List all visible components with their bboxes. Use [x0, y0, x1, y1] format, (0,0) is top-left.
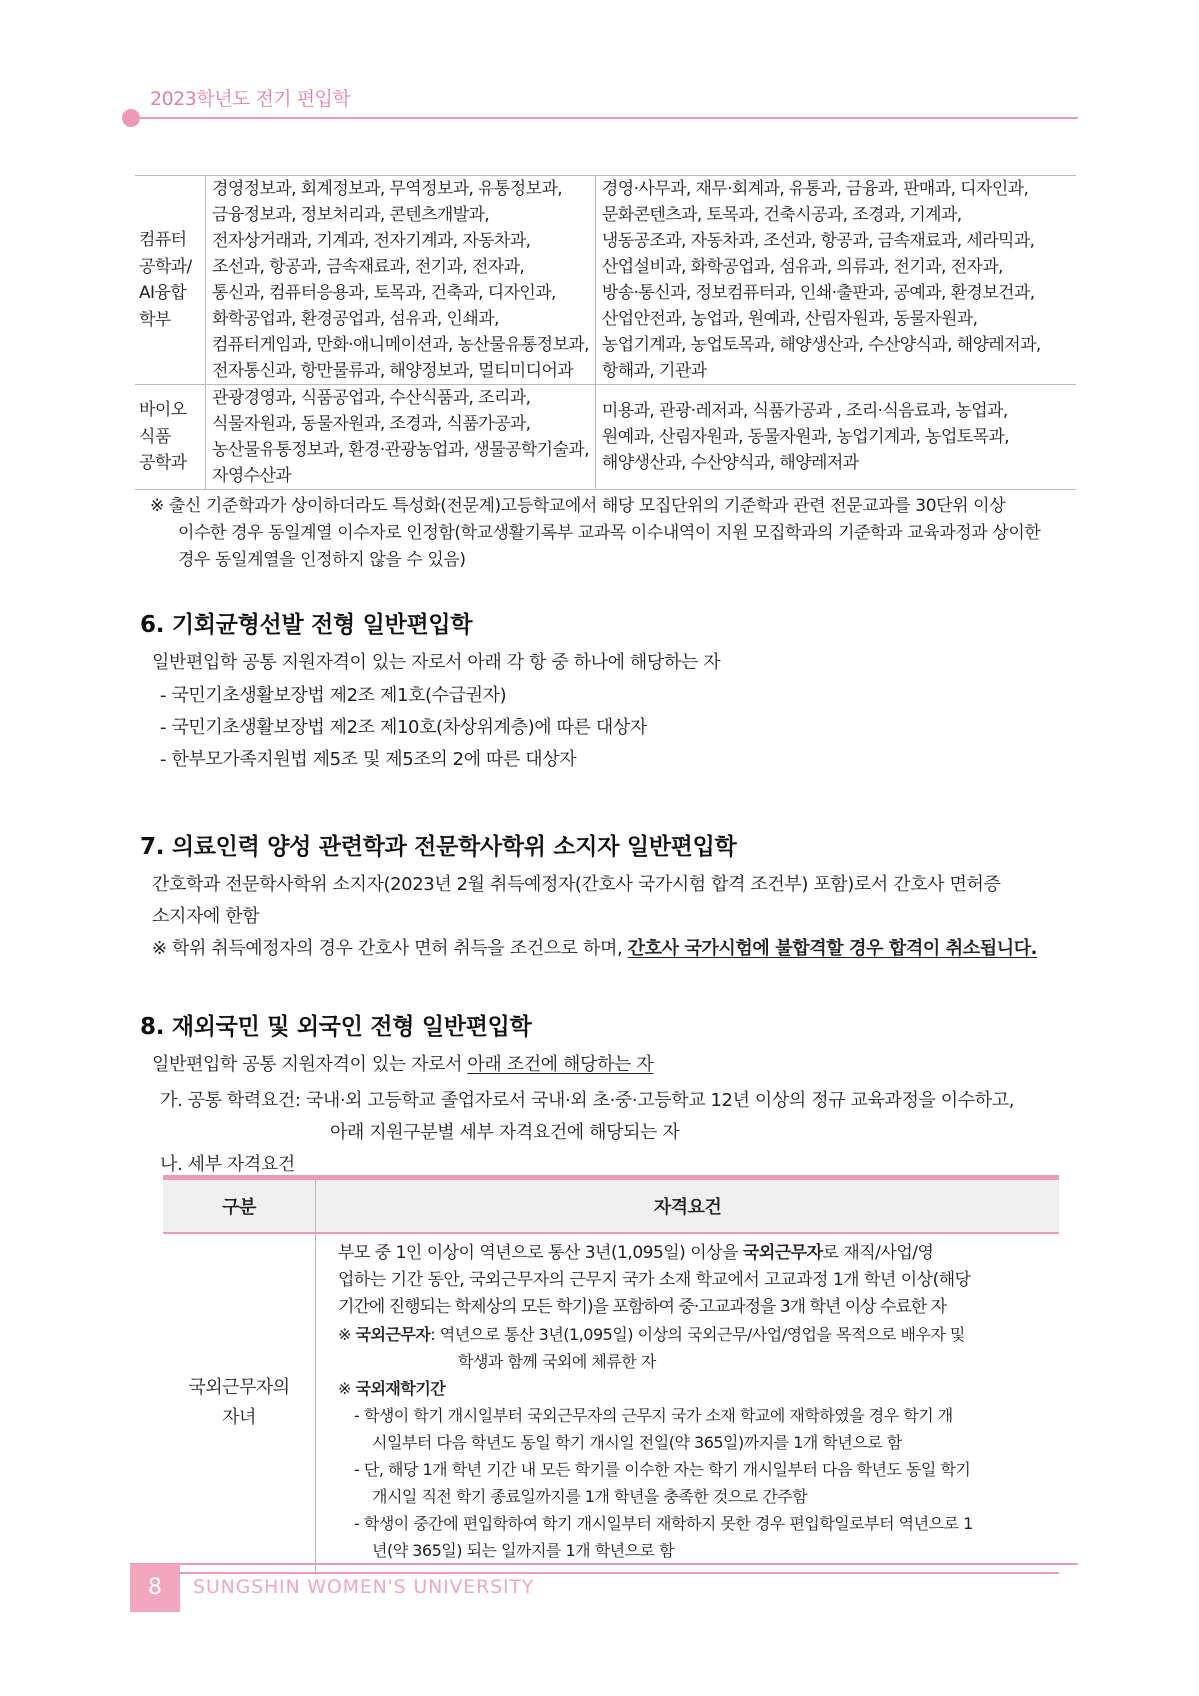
detail-requirement-label: 나. 세부 자격요건 [160, 1154, 295, 1175]
common-requirement: 가. 공통 학력요건: 국내·외 고등학교 졸업자로서 국내·외 초·중·고등학교 12년 이상의 정규 교육과정을 이수하고, [160, 1090, 1015, 1111]
requirement-cell: 부모 중 1인 이상이 역년으로 통산 3년(1,095일) 이상을 국외근무자로 재직/사업/영 업하는 기간 동안, 국외근무자의 근무지 국가 소재 학교에서 고교과정 1개 학년 이상(해당 기간에 진행되는 학제상의 모든 학기)을 포함하여 중·고교과정을 3개 학년 이상 수료한 자 ※ 국외근무자: 역년으로 통산 3년(1,095일) 이상의 국외근무/사업/영업을 목적으로 배우자 및 학생과 함께 국외에 체류한 자 ※ 국외재학기간 - 학생이 학기 개시일부터 국외근무자의 근무지 국가 소재 학교에 재학하였을 경우 학기 개 시일부터 다음 학년도 동일 학기 개시일 전일(약 365일)까지를 1개 학년으로 함 - 단, 해당 1개 학년 기간 내 모든 학기를 이수한 자는 학기 개시일부터 다음 학년도 동일 학기 개시일 직전 학기 종료일까지를 1개 학년을 충족한 것으로 간주함 - 학생이 중간에 편입학하여 학기 개시일부터 재학하지 못한 경우 편입학일로부터 역년으로 1 년(약 365일) 되는 일까지를 1개 학년으로 함 [338, 1243, 973, 1560]
page-number: 8 [130, 1564, 180, 1612]
header-dot-decoration [122, 109, 140, 127]
section-8-intro: 일반편입학 공통 지원자격이 있는 자로서 아래 조건에 해당하는 자 [152, 1054, 654, 1075]
section-7-text: 간호학과 전문학사학위 소지자(2023년 2월 취득예정자(간호사 국가시험 합격 조건부) 포함)로서 간호사 면허증 [152, 874, 1001, 895]
table-header-row [163, 1178, 1059, 1234]
column-header: 자격요건 [316, 1178, 1060, 1234]
section-6-item: - 국민기초생활보장법 제2조 제10호(차상위계층)에 따른 대상자 [160, 717, 647, 738]
footer-university-name: SUNGSHIN WOMEN'S UNIVERSITY [193, 1576, 535, 1598]
section-7-note: ※ 학위 취득예정자의 경우 간호사 면허 취득을 조건으로 하며, 간호사 국가시험에 불합격할 경우 합격이 취소됩니다. [152, 938, 1038, 959]
requirement-table [163, 1175, 1059, 1574]
section-6-item: - 국민기초생활보장법 제2조 제1호(수급권자) [160, 685, 507, 706]
table-row [135, 176, 1076, 385]
department-note: ※ 출신 기준학과가 상이하더라도 특성화(전문계)고등학교에서 해당 모집단위의 기준학과 관련 전문교과를 30단위 이상 이수한 경우 동일계열 이수자로 인정함(학교생활기록부 교과목 이수내역이 지원 모집학과의 기준학과 교육과정과 상이한 경우 동일계열을 인정하지 않을 수 있음) [150, 496, 1041, 570]
common-requirement-cont: 아래 지원구분별 세부 자격요건에 해당되는 자 [330, 1122, 680, 1143]
standard-dept-cell: 관광경영과, 식품공업과, 수산식품과, 조리과, 식물자원과, 동물자원과, 조경과, 식품가공과, 농산물유통정보과, 환경·관광농업과, 생물공학기술과, 자영수산과 [206, 385, 596, 490]
header-rule [140, 117, 1078, 119]
department-table [135, 175, 1076, 490]
section-7-title: 7. 의료인력 양성 관련학과 전문학사학위 소지자 일반편입학 [140, 834, 737, 860]
section-6-intro: 일반편입학 공통 지원자격이 있는 자로서 아래 각 항 중 하나에 해당하는 자 [152, 652, 721, 673]
table-row [163, 1233, 1059, 1573]
cancellation-warning: 간호사 국가시험에 불합격할 경우 합격이 취소됩니다. [627, 938, 1038, 959]
column-header: 구분 [163, 1178, 316, 1234]
related-dept-cell: 미용과, 관광·레저과, 식품가공과 , 조리·식음료과, 농업과, 원예과, 산림자원과, 동물자원과, 농업기계과, 농업토목과, 해양생산과, 수산양식과, 해양레저과 [601, 401, 1010, 473]
document-header-title: 2023학년도 전기 편입학 [150, 88, 351, 110]
unit-cell: 바이오 식품 공학과 [139, 400, 187, 474]
standard-dept-cell: 경영정보과, 회계정보과, 무역정보과, 유통정보과, 금융정보과, 정보처리과, 콘텐츠개발과, 전자상거래과, 기계과, 전자기계과, 자동차과, 조선과, 항공과, 금속재료과, 전기과, 전자과, 통신과, 컴퓨터응용과, 토목과, 건축과, 디자인과, 화학공업과, 환경공업과, 섬유과, 인쇄과, 컴퓨터게임과, 만화·애니메이션과, 농산물유통정보과, 전자통신과, 항만물류과, 해양정보과, 멀티미디어과 [206, 176, 596, 385]
section-6-item: - 한부모가족지원법 제5조 및 제5조의 2에 따른 대상자 [160, 749, 577, 770]
unit-cell: 컴퓨터 공학과/ AI융합 학부 [139, 230, 192, 330]
table-row [135, 385, 1076, 490]
section-6-title: 6. 기회균형선발 전형 일반편입학 [140, 612, 473, 638]
section-7-text: 소지자에 한함 [152, 906, 260, 927]
category-cell: 국외근무자의 자녀 [163, 1233, 316, 1573]
footer-rule [130, 1563, 1078, 1565]
related-dept-cell: 경영·사무과, 재무·회계과, 유통과, 금융과, 판매과, 디자인과, 문화콘텐츠과, 토목과, 건축시공과, 조경과, 기계과, 냉동공조과, 자동차과, 조선과, 항공과, 금속재료과, 세라믹과, 산업설비과, 화학공업과, 섬유과, 의류과, 전기과, 전자과, 방송·통신과, 정보컴퓨터과, 인쇄·출판과, 공예과, 환경보건과, 산업안전과, 농업과, 원예과, 산림자원과, 동물자원과, 농업기계과, 농업토목과, 해양생산과, 수산양식과, 해양레저과, 항해과, 기관과 [601, 179, 1041, 381]
section-8-title: 8. 재외국민 및 외국인 전형 일반편입학 [140, 1014, 532, 1040]
